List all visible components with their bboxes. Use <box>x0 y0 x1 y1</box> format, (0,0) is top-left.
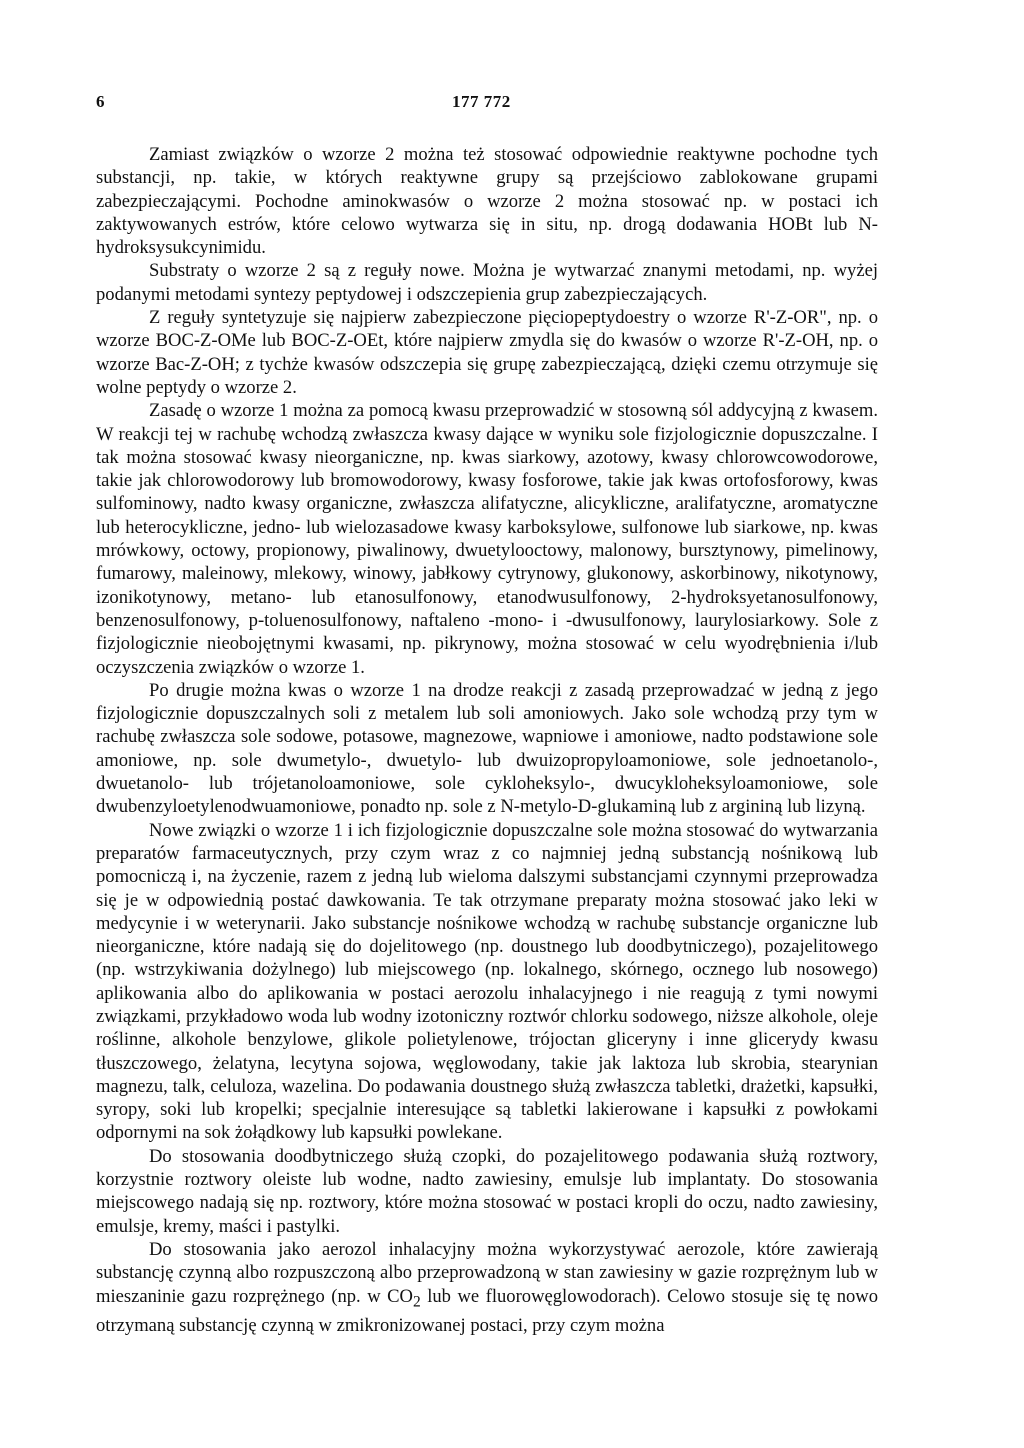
paragraph-synthesis: Z reguły syntetyzuje się najpierw zabezpieczone pięciopeptydoestry o wzorze R'-Z-OR", np. o wzorze BOC-Z-OMe lub BOC-Z-OEt, które najpierw zmydla się do kwasów o wzorze R'-Z-OH, np. o wzorze Bac-Z-OH; z tychże kwasów odszczepia się grupę zabezpieczającą, dzięki czemu otrzymuje się wolne peptydy o wzorze 2. <box>96 307 878 398</box>
paragraph-reactive-derivatives: Zamiast związków o wzorze 2 można też stosować odpowiednie reaktywne pochodne tych substancji, np. takie, w których reaktywne grupy są przejściowo zablokowane grupami zabezpieczającymi. Pochodne aminokwasów o wzorze 2 można stosować np. w postaci ich zaktywowanych estrów, które celowo wytwarza się in situ, np. drogą dodawania HOBt lub N-hydroksysukcynimidu. <box>96 144 878 259</box>
page-number: 6 <box>96 92 105 111</box>
paragraph-metal-salts: Po drugie można kwas o wzorze 1 na drodze reakcji z zasadą przeprowadzać w jedną z jego fizjologicznie dopuszczalnych soli z metalem lub soli amoniowych. Jako sole wchodzą przy tym w rachubę zwłaszcza sole sodowe, potasowe, magnezowe, wapniowe i amoniowe, nadto podstawione sole amoniowe, np. sole dwumetylo-, dwuetylo- lub dwuizopropyloamoniowe, sole jednoetanolo-, dwuetanolo- lub trójetanoloamoniowe, sole cykloheksylo-, dwucykloheksyloamoniowe, sole dwubenzyloetylenodwuamoniowe, ponadto np. sole z N-metylo-D-glukaminą lub z argininą lub lizyną. <box>96 679 878 818</box>
paragraph-rectal-parenteral: Do stosowania doodbytniczego służą czopki, do pozajelitowego podawania służą roztwory, korzystnie roztwory oleiste lub wodne, nadto zawiesiny, emulsje lub implantaty. Do stosowania miejscowego nadają się np. roztwory, które można stosować w postaci kropli do oczu, nadto zawiesiny, emulsje, kremy, maści i pastylki. <box>96 1145 878 1237</box>
paragraph-substrates: Substraty o wzorze 2 są z reguły nowe. Można je wytwarzać znanymi metodami, np. wyżej podanymi metodami syntezy peptydowej i odszczepienia grup zabezpieczających. <box>96 260 878 305</box>
paragraph-aerosol <box>96 1238 878 1337</box>
paragraph-pharmaceutical-preparations: Nowe związki o wzorze 1 i ich fizjologicznie dopuszczalne sole można stosować do wytwarzania preparatów farmaceutycznych, przy czym wraz z co najmniej jedną substancją nośnikową lub pomocniczą i, na życzenie, razem z jedną lub wieloma dalszymi substancjami czynnymi przeprowadza się je w odpowiednią postać dawkowania. Te tak otrzymane preparaty można stosować jako leki w medycynie i w weterynarii. Jako substancje nośnikowe wchodzą w rachubę substancje organiczne lub nieorganiczne, które nadają się do dojelitowego (np. doustnego lub doodbytniczego), pozajelitowego (np. wstrzykiwania dożylnego) lub miejscowego (np. lokalnego, skórnego, ocznego lub nosowego) aplikowania albo do aplikowania w postaci aerozolu inhalacyjnego i nie reagują z tymi nowymi związkami, przykładowo woda lub wodny izotoniczny roztwór chlorku sodowego, niższe alkohole, oleje roślinne, alkohole benzylowe, glikole polietylenowe, trójoctan gliceryny i inne glicerydy kwasu tłuszczowego, żelatyna, lecytyna sojowa, węglowodany, takie jak laktoza lub skrobia, stearynian magnezu, talk, celuloza, wazelina. Do podawania doustnego służą zwłaszcza tabletki, drażetki, kapsułki, syropy, soki lub kropelki; specjalnie interesujące są tabletki lakierowane i kapsułki z powłokami odpornymi na sok żołądkowy lub kapsułki powlekane. <box>96 819 878 1144</box>
document-number: 177 772 <box>452 92 511 111</box>
aerosol-text-start: Do stosowania jako aerozol inhalacyjny można wykorzystywać aerozole, które zawierają substancję czynną albo rozpuszczoną albo przeprowadzoną w stan zawiesiny w gazie rozprężnym lub w mieszaninie gazu rozprężnego (np. w CO <box>96 1238 878 1307</box>
paragraph-acid-addition-salts: Zasadę o wzorze 1 można za pomocą kwasu przeprowadzić w stosowną sól addycyjną z kwasem. W reakcji tej w rachubę wchodzą zwłaszcza kwasy dające w wyniku sole fizjologicznie dopuszczalne. I tak można stosować kwasy nieorganiczne, np. kwas siarkowy, azotowy, kwasy chlorowcowodorowe, takie jak chlorowodorowy lub bromowodorowy, kwasy fosforowe, takie jak kwas ortofosforowy, kwas sulfominowy, nadto kwasy organiczne, zwłaszcza alifatyczne, alicykliczne, aralifatyczne, aromatyczne lub heterocykliczne, jedno- lub wielozasadowe kwasy karboksylowe, sulfonowe lub siarkowe, np. kwas mrówkowy, octowy, propionowy, piwalinowy, dwuetylooctowy, malonowy, bursztynowy, pimelinowy, fumarowy, maleinowy, mlekowy, winowy, jabłkowy cytrynowy, glukonowy, askorbinowy, nikotynowy, izonikotynowy, metano- lub etanosulfonowy, etanodwusulfonowy, 2-hydroksyetanosulfonowy, benzenosulfonowy, p-toluenosulfonowy, naftaleno -mono- i -dwusulfonowy, laurylosiarkowy. Sole z fizjologicznie nieobojętnymi kwasami, np. pikrynowy, można stosować w celu wyodrębnienia i/lub oczyszczenia związków o wzorze 1. <box>96 400 878 678</box>
aerosol-text-end: lub we fluorowęglowodorach). Celowo stosuje się tę nowo otrzymaną substancję czynną w zmikronizowanej postaci, przy czym można <box>96 1285 879 1336</box>
co2-subscript: 2 <box>412 1293 421 1311</box>
body-text <box>96 143 878 1337</box>
